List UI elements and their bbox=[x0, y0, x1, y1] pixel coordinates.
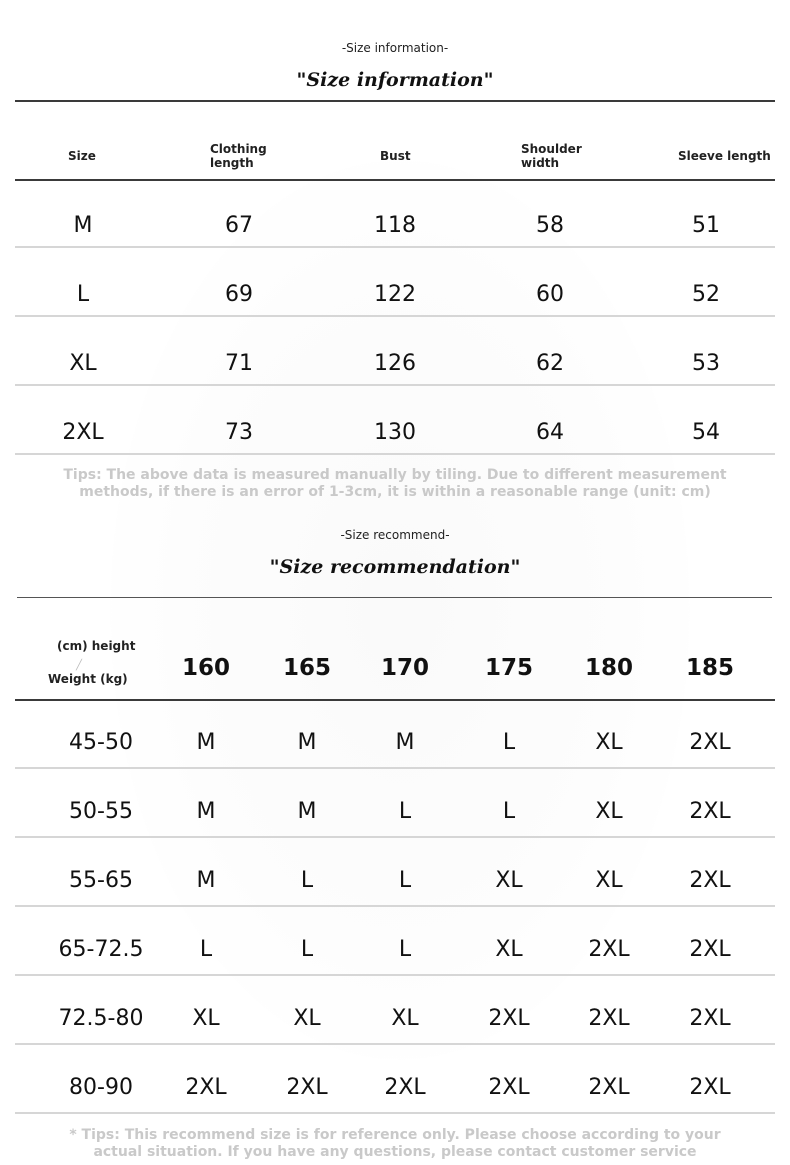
recommended-size-cell: M bbox=[196, 799, 216, 824]
size-info-title: "Size information" bbox=[296, 69, 494, 91]
recommended-size-cell: M bbox=[297, 730, 317, 755]
header-shoulder-width: Shoulder width bbox=[521, 142, 582, 170]
weight-range-cell: 45-50 bbox=[69, 730, 133, 755]
recommended-size-cell: L bbox=[300, 868, 314, 893]
recommended-size-cell: L bbox=[300, 937, 314, 962]
size-info-cell: 67 bbox=[225, 213, 253, 238]
size-rec-row-divider bbox=[15, 767, 775, 769]
size-info-tips bbox=[0, 467, 790, 501]
recommended-size-cell: 2XL bbox=[689, 799, 731, 824]
size-info-cell: 73 bbox=[225, 420, 253, 445]
recommended-size-cell: XL bbox=[192, 1006, 220, 1031]
recommended-size-cell: L bbox=[398, 937, 412, 962]
header-clothing-length: Clothing length bbox=[210, 142, 267, 170]
size-rec-tips bbox=[0, 1127, 790, 1161]
recommended-size-cell: L bbox=[398, 799, 412, 824]
recommended-size-cell: M bbox=[196, 868, 216, 893]
size-info-cell: 54 bbox=[692, 420, 720, 445]
size-info-cell: 53 bbox=[692, 351, 720, 376]
size-info-cell: L bbox=[76, 282, 90, 307]
size-info-cell: 71 bbox=[225, 351, 253, 376]
size-info-cell: 126 bbox=[374, 351, 416, 376]
recommended-size-cell: XL bbox=[595, 868, 623, 893]
height-header: 170 bbox=[380, 655, 429, 681]
size-info-cell: M bbox=[73, 213, 93, 238]
size-rec-tips-line2: actual situation. If you have any questions, please contact customer service bbox=[93, 1144, 697, 1160]
recommended-size-cell: 2XL bbox=[286, 1075, 328, 1100]
recommended-size-cell: XL bbox=[293, 1006, 321, 1031]
size-rec-header-rule bbox=[15, 699, 775, 701]
weight-range-cell: 80-90 bbox=[69, 1075, 133, 1100]
size-rec-tips-line1: * Tips: This recommend size is for reference only. Please choose according to your bbox=[69, 1127, 721, 1143]
recommended-size-cell: 2XL bbox=[588, 1075, 630, 1100]
size-info-cell: 51 bbox=[692, 213, 720, 238]
recommended-size-cell: XL bbox=[495, 868, 523, 893]
size-rec-row-divider bbox=[15, 1112, 775, 1114]
size-rec-top-rule bbox=[17, 597, 772, 598]
recommended-size-cell: 2XL bbox=[689, 1075, 731, 1100]
recommended-size-cell: M bbox=[196, 730, 216, 755]
size-info-cell: 58 bbox=[536, 213, 564, 238]
recommended-size-cell: L bbox=[502, 799, 516, 824]
height-header: 160 bbox=[181, 655, 230, 681]
corner-diagonal-mark: ╱ bbox=[76, 660, 83, 671]
recommended-size-cell: XL bbox=[495, 937, 523, 962]
recommended-size-cell: 2XL bbox=[689, 937, 731, 962]
size-info-cell: 122 bbox=[374, 282, 416, 307]
header-bust: Bust bbox=[380, 149, 411, 163]
recommended-size-cell: L bbox=[398, 868, 412, 893]
size-info-row-divider bbox=[15, 315, 775, 317]
weight-range-cell: 72.5-80 bbox=[58, 1006, 144, 1031]
size-info-tips-line1: Tips: The above data is measured manually by tiling. Due to different measurement bbox=[63, 467, 727, 483]
recommended-size-cell: 2XL bbox=[689, 868, 731, 893]
recommended-size-cell: M bbox=[395, 730, 415, 755]
size-rec-small-heading: -Size recommend- bbox=[340, 528, 450, 542]
recommended-size-cell: XL bbox=[595, 730, 623, 755]
recommended-size-cell: 2XL bbox=[689, 730, 731, 755]
size-info-cell: XL bbox=[69, 351, 97, 376]
height-header: 180 bbox=[584, 655, 633, 681]
corner-height-label: (cm) height bbox=[57, 639, 136, 653]
size-rec-row-divider bbox=[15, 836, 775, 838]
recommended-size-cell: 2XL bbox=[689, 1006, 731, 1031]
weight-range-cell: 50-55 bbox=[69, 799, 133, 824]
recommended-size-cell: 2XL bbox=[588, 937, 630, 962]
corner-weight-label: Weight (kg) bbox=[48, 672, 128, 686]
header-size: Size bbox=[68, 149, 96, 163]
size-info-cell: 118 bbox=[374, 213, 416, 238]
size-info-cell: 62 bbox=[536, 351, 564, 376]
size-info-cell: 130 bbox=[374, 420, 416, 445]
size-info-cell: 2XL bbox=[62, 420, 104, 445]
height-header: 165 bbox=[282, 655, 331, 681]
size-info-top-rule bbox=[15, 100, 775, 102]
recommended-size-cell: 2XL bbox=[488, 1075, 530, 1100]
header-sleeve-length: Sleeve length bbox=[678, 149, 771, 163]
weight-range-cell: 65-72.5 bbox=[58, 937, 144, 962]
recommended-size-cell: 2XL bbox=[488, 1006, 530, 1031]
recommended-size-cell: M bbox=[297, 799, 317, 824]
recommended-size-cell: 2XL bbox=[185, 1075, 227, 1100]
size-info-tips-line2: methods, if there is an error of 1-3cm, it is within a reasonable range (unit: cm) bbox=[79, 484, 711, 500]
size-info-cell: 52 bbox=[692, 282, 720, 307]
size-info-row-divider bbox=[15, 384, 775, 386]
recommended-size-cell: 2XL bbox=[588, 1006, 630, 1031]
recommended-size-cell: L bbox=[199, 937, 213, 962]
size-rec-row-divider bbox=[15, 1043, 775, 1045]
size-rec-row-divider bbox=[15, 974, 775, 976]
recommended-size-cell: XL bbox=[595, 799, 623, 824]
size-info-cell: 64 bbox=[536, 420, 564, 445]
size-rec-title: "Size recommendation" bbox=[269, 556, 521, 578]
recommended-size-cell: 2XL bbox=[384, 1075, 426, 1100]
recommended-size-cell: L bbox=[502, 730, 516, 755]
size-info-row-divider bbox=[15, 453, 775, 455]
size-info-cell: 69 bbox=[225, 282, 253, 307]
size-info-row-divider bbox=[15, 246, 775, 248]
size-info-header-rule bbox=[15, 179, 775, 181]
height-header: 185 bbox=[685, 655, 734, 681]
recommended-size-cell: XL bbox=[391, 1006, 419, 1031]
size-info-cell: 60 bbox=[536, 282, 564, 307]
weight-range-cell: 55-65 bbox=[69, 868, 133, 893]
height-header: 175 bbox=[484, 655, 533, 681]
size-info-small-heading: -Size information- bbox=[341, 41, 449, 55]
size-rec-row-divider bbox=[15, 905, 775, 907]
